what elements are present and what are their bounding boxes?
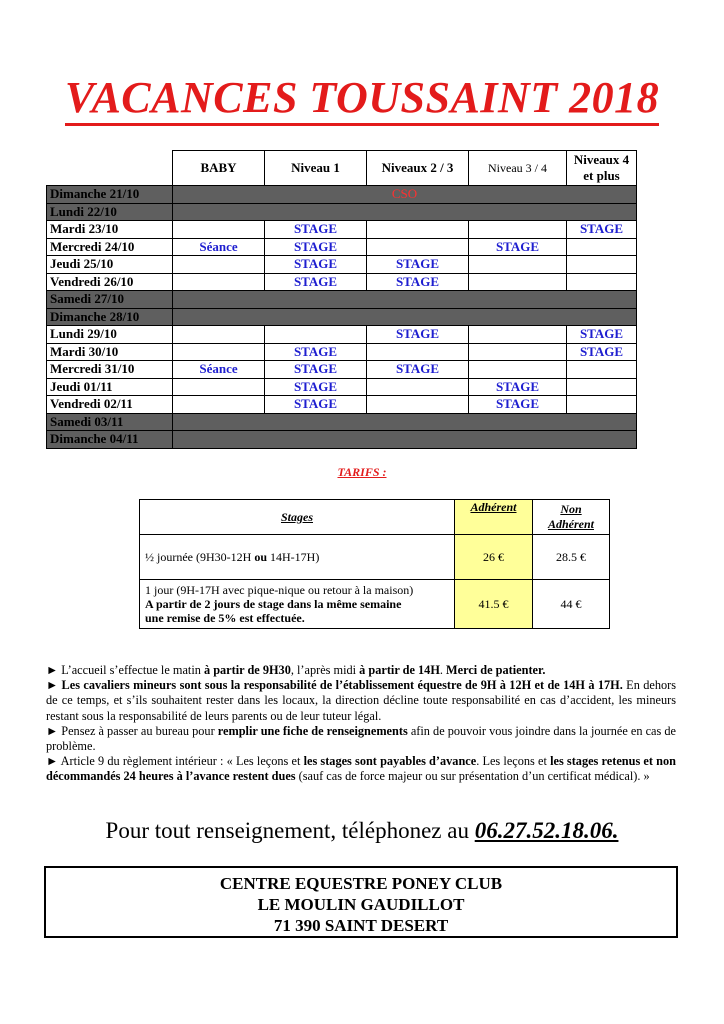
full-day-label <box>140 580 455 629</box>
schedule-cell-niveau-3-4: STAGE <box>469 396 567 414</box>
col-header-niveaux-4-plus-line: et plus <box>583 168 620 183</box>
schedule-cell-niveaux-4-plus: STAGE <box>567 326 637 344</box>
schedule-cell-niveaux-4-plus <box>567 273 637 291</box>
schedule-corner <box>47 151 173 186</box>
note-article-9-a: ► Article 9 du règlement intérieur : « Les leçons et <box>46 754 304 769</box>
half-day-label-ou: ou <box>254 549 267 564</box>
schedule-cell-niveaux-2-3: STAGE <box>367 273 469 291</box>
schedule-day-label: Jeudi 01/11 <box>47 378 173 396</box>
address-line3: 71 390 SAINT DESERT <box>273 916 449 935</box>
contact-phone[interactable]: 06.27.52.18.06. <box>474 818 619 843</box>
schedule-cell-baby: Séance <box>173 361 265 379</box>
col-header-baby: BABY <box>173 151 265 186</box>
schedule-day-label: Samedi 03/11 <box>47 413 173 431</box>
schedule-cell-baby <box>173 256 265 274</box>
note-fiche-a: ► Pensez à passer au bureau pour <box>46 723 218 738</box>
page-title-text: VACANCES TOUSSAINT 2018 <box>65 73 659 126</box>
schedule-cell-niveau-3-4 <box>469 361 567 379</box>
half-day-non-adherent-price: 28.5 € <box>533 535 610 580</box>
tarifs-col-non-adherent-line2: Adhérent <box>547 517 594 531</box>
schedule-row <box>47 186 637 204</box>
schedule-body <box>47 186 637 449</box>
schedule-cell-baby <box>173 221 265 239</box>
address-line2: LE MOULIN GAUDILLOT <box>257 895 465 914</box>
note-mineurs-b: Les cavaliers mineurs sont sous la responsabilité de l’établissement équestre de 9H à 12H et de 14H à 17H. <box>61 678 623 693</box>
schedule-row <box>47 396 637 414</box>
tarifs-col-non-adherent <box>533 500 610 535</box>
schedule-row <box>47 308 637 326</box>
schedule-cell-niveau-1: STAGE <box>265 361 367 379</box>
schedule-cell-niveaux-4-plus: STAGE <box>567 343 637 361</box>
schedule-cell-baby <box>173 396 265 414</box>
schedule-cell-niveaux-2-3: STAGE <box>367 326 469 344</box>
schedule-day-label: Jeudi 25/10 <box>47 256 173 274</box>
schedule-closed-cell <box>173 431 637 449</box>
schedule-cell-niveau-3-4 <box>469 221 567 239</box>
page-title <box>0 74 724 122</box>
schedule-table <box>46 150 637 449</box>
note-accueil-d: à partir de 14H <box>359 663 440 677</box>
schedule-cell-niveaux-2-3 <box>367 221 469 239</box>
schedule-closed-cell <box>173 291 637 309</box>
note-article-9-e: (sauf cas de force majeur ou sur présentation d’un certificat médical). » <box>295 769 650 784</box>
tarifs-table <box>139 499 610 629</box>
schedule-row <box>47 221 637 239</box>
schedule-closed-cell <box>173 203 637 221</box>
col-header-niveaux-4-plus <box>567 151 637 186</box>
schedule-day-label: Dimanche 28/10 <box>47 308 173 326</box>
full-day-label-line1: 1 jour (9H-17H avec pique-nique ou retour à la maison) <box>145 583 414 597</box>
col-header-niveau-1: Niveau 1 <box>265 151 367 186</box>
notes-section <box>46 663 676 785</box>
schedule-row <box>47 291 637 309</box>
note-article-9-b: les stages sont payables d’avance <box>303 754 477 769</box>
schedule-cell-baby <box>173 343 265 361</box>
schedule-cell-niveau-3-4 <box>469 256 567 274</box>
schedule-cell-niveaux-2-3: STAGE <box>367 256 469 274</box>
schedule-closed-cell: CSO <box>173 186 637 204</box>
tarifs-heading: TARIFS : <box>337 465 387 479</box>
col-header-niveau-3-4: Niveau 3 / 4 <box>469 151 567 186</box>
note-accueil <box>46 663 676 678</box>
schedule-cell-baby <box>173 273 265 291</box>
schedule-day-label: Lundi 29/10 <box>47 326 173 344</box>
schedule-cell-baby: Séance <box>173 238 265 256</box>
schedule-cell-niveau-1 <box>265 326 367 344</box>
schedule-cell-niveau-1: STAGE <box>265 378 367 396</box>
schedule-row <box>47 256 637 274</box>
note-accueil-b: à partir de 9H30 <box>203 663 291 677</box>
schedule-cell-niveaux-4-plus <box>567 238 637 256</box>
full-day-adherent-price: 41.5 € <box>455 580 533 629</box>
schedule-cell-baby <box>173 378 265 396</box>
schedule-cell-niveaux-4-plus: STAGE <box>567 221 637 239</box>
schedule-day-label: Vendredi 02/11 <box>47 396 173 414</box>
schedule-row <box>47 413 637 431</box>
note-article-9-d: les stages retenus et non décommandés 24 heures à l’avance restent dues <box>46 754 676 784</box>
schedule-cell-niveau-1: STAGE <box>265 256 367 274</box>
note-fiche <box>46 724 676 754</box>
full-day-non-adherent-price: 44 € <box>533 580 610 629</box>
tarifs-col-adherent: Adhérent <box>455 500 533 535</box>
half-day-adherent-price: 26 € <box>455 535 533 580</box>
schedule-cell-niveaux-2-3 <box>367 396 469 414</box>
schedule-cell-niveaux-4-plus <box>567 396 637 414</box>
schedule-cell-niveau-3-4: STAGE <box>469 238 567 256</box>
schedule-cell-niveau-1: STAGE <box>265 238 367 256</box>
schedule-cell-niveau-1: STAGE <box>265 396 367 414</box>
col-header-niveaux-4-plus-line: Niveaux 4 <box>573 152 630 167</box>
schedule-cell-niveau-3-4 <box>469 343 567 361</box>
schedule-row <box>47 273 637 291</box>
schedule-closed-cell <box>173 413 637 431</box>
schedule-cell-baby <box>173 326 265 344</box>
note-mineurs-c: En dehors de ce temps, et s’ils souhaitent rester dans les locaux, la direction décline toute responsabilité en cas d’accident, les mineurs restant sous la responsabilité de leurs parents ou de leur tuteur légal. <box>46 678 676 723</box>
schedule-cell-niveau-3-4 <box>469 326 567 344</box>
tarifs-row-full-day <box>140 580 610 629</box>
schedule-cell-niveaux-2-3 <box>367 378 469 396</box>
schedule-day-label: Dimanche 04/11 <box>47 431 173 449</box>
tarifs-col-non-adherent-line1: Non <box>560 502 582 516</box>
tarifs-col-stages: Stages <box>140 500 455 535</box>
schedule-row <box>47 361 637 379</box>
schedule-day-label: Lundi 22/10 <box>47 203 173 221</box>
schedule-header-row <box>47 151 637 186</box>
note-accueil-e: . <box>439 663 447 677</box>
tarifs-row-half-day <box>140 535 610 580</box>
schedule-day-label: Dimanche 21/10 <box>47 186 173 204</box>
note-accueil-c: , l’après midi <box>290 663 360 677</box>
note-accueil-a: ► L’accueil s’effectue le matin <box>46 663 204 677</box>
schedule-day-label: Samedi 27/10 <box>47 291 173 309</box>
note-fiche-c: afin de pouvoir vous joindre dans la journée en cas de problème. <box>46 723 677 754</box>
schedule-day-label: Mardi 23/10 <box>47 221 173 239</box>
schedule-day-label: Vendredi 26/10 <box>47 273 173 291</box>
schedule-row <box>47 378 637 396</box>
note-accueil-f: Merci de patienter. <box>446 663 546 677</box>
schedule-cell-niveaux-4-plus <box>567 256 637 274</box>
schedule-closed-cell <box>173 308 637 326</box>
contact-line <box>0 816 724 846</box>
half-day-label <box>140 535 455 580</box>
contact-text: Pour tout renseignement, téléphonez au <box>105 818 475 843</box>
note-article-9 <box>46 754 676 784</box>
schedule-day-label: Mercredi 24/10 <box>47 238 173 256</box>
schedule-cell-niveau-3-4: STAGE <box>469 378 567 396</box>
schedule-row <box>47 431 637 449</box>
full-day-label-line2: A partir de 2 jours de stage dans la même semaine <box>145 597 402 611</box>
half-day-label-a: ½ journée (9H30-12H <box>145 549 255 564</box>
tarifs-header-row <box>140 500 610 535</box>
schedule-day-label: Mercredi 31/10 <box>47 361 173 379</box>
schedule-cell-niveaux-2-3 <box>367 238 469 256</box>
note-mineurs-a: ► <box>46 678 62 693</box>
note-fiche-b: remplir une fiche de renseignements <box>217 723 408 738</box>
schedule-row <box>47 238 637 256</box>
half-day-label-b: 14H-17H) <box>267 549 320 564</box>
note-mineurs <box>46 678 676 724</box>
schedule-cell-niveaux-2-3 <box>367 343 469 361</box>
schedule-cell-niveau-1: STAGE <box>265 343 367 361</box>
schedule-cell-niveau-1: STAGE <box>265 273 367 291</box>
address-box <box>44 866 678 938</box>
schedule-cell-niveau-3-4 <box>469 273 567 291</box>
schedule-day-label: Mardi 30/10 <box>47 343 173 361</box>
schedule-cell-niveaux-4-plus <box>567 378 637 396</box>
schedule-row <box>47 343 637 361</box>
col-header-niveaux-2-3: Niveaux 2 / 3 <box>367 151 469 186</box>
schedule-cell-niveau-1: STAGE <box>265 221 367 239</box>
full-day-label-line3: une remise de 5% est effectuée. <box>145 611 305 625</box>
schedule-row <box>47 326 637 344</box>
note-article-9-c: . Les leçons et <box>476 754 551 769</box>
schedule-cell-niveaux-4-plus <box>567 361 637 379</box>
schedule-row <box>47 203 637 221</box>
address-line1: CENTRE EQUESTRE PONEY CLUB <box>219 874 503 893</box>
schedule-cell-niveaux-2-3: STAGE <box>367 361 469 379</box>
